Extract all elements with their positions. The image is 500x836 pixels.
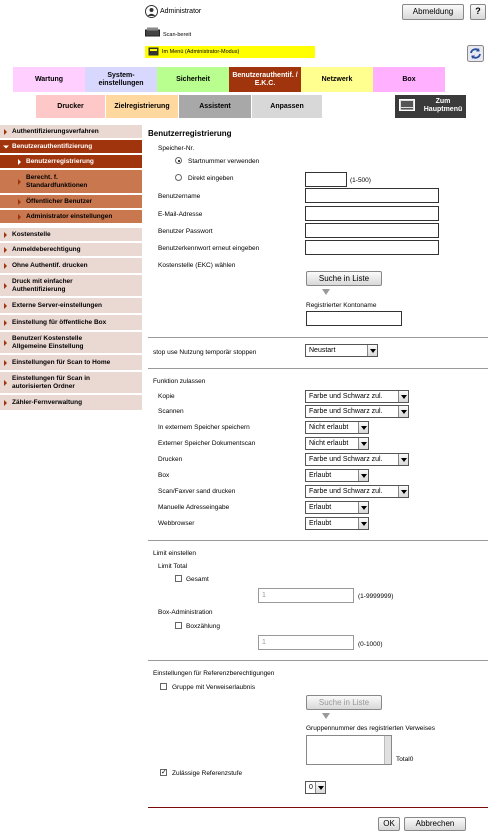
total0-label: Total0 xyxy=(396,756,414,763)
box-count-checkbox[interactable] xyxy=(175,622,182,629)
down-arrow-icon xyxy=(322,289,330,295)
sidebar-item-authentifizierungsverfahren[interactable]: Authentifizierungsverfahren xyxy=(0,125,142,139)
sidebar-item-externe-server-einstellungen[interactable]: Externe Server-einstellungen xyxy=(0,298,142,314)
refresh-icon[interactable] xyxy=(467,45,484,62)
logout-button[interactable]: Abmeldung xyxy=(402,4,464,20)
password-input[interactable] xyxy=(305,223,439,238)
help-button[interactable]: ? xyxy=(470,4,486,20)
function-label: Box xyxy=(158,472,170,479)
mode-text: Im Menü (Administrator-Modus) xyxy=(162,49,240,55)
sidebar-item-druck-einfacher-authentifizierung[interactable]: Druck mit einfacher Authentifizierung xyxy=(0,275,142,297)
tab-anpassen[interactable]: Anpassen xyxy=(252,95,322,118)
scanner-icon xyxy=(145,27,160,37)
sidebar-item-benutzerregistrierung[interactable]: Benutzerregistrierung xyxy=(0,155,142,169)
sidebar-item-anmeldeberechtigung[interactable]: Anmeldeberechtigung xyxy=(0,243,142,257)
divider xyxy=(148,368,488,369)
total-limit-input[interactable]: 1 xyxy=(258,588,354,603)
sidebar-item-allgemeine-einstellung[interactable]: Benutzer/ Kostenstelle Allgemeine Einstellung xyxy=(0,332,142,354)
total-checkbox-label: Gesamt xyxy=(186,576,209,583)
limit-total-label: Limit Total xyxy=(158,563,188,570)
tab-netzwerk[interactable]: Netzwerk xyxy=(301,67,373,92)
username-label: Benutzername xyxy=(158,193,201,200)
radio-start-number[interactable] xyxy=(175,157,182,164)
tab-wartung[interactable]: Wartung xyxy=(13,67,85,92)
password-confirm-input[interactable] xyxy=(305,240,439,255)
function-label: Webbrowser xyxy=(158,520,195,527)
function-select[interactable]: Farbe und Schwarz zul. xyxy=(305,485,409,498)
function-label: Scan/Faxver sand drucken xyxy=(158,488,236,495)
function-label: In externem Speicher speichern xyxy=(158,424,250,431)
down-arrow-icon xyxy=(322,713,330,719)
sidebar-item-berecht-standardfunktionen[interactable]: Berecht. f. Standardfunktionen xyxy=(0,170,142,194)
direct-number-input[interactable] xyxy=(305,172,347,187)
sidebar-item-benutzerauthentifizierung[interactable]: Benutzerauthentifizierung xyxy=(0,140,142,154)
box-admin-label: Box-Administration xyxy=(158,609,213,616)
function-select[interactable]: Nicht erlaubt xyxy=(305,437,369,450)
total-range-label: (1-9999999) xyxy=(358,593,394,600)
tab-zielregistrierung[interactable]: Zielregistrierung xyxy=(106,95,178,118)
sidebar-item-oeffentlicher-benutzer[interactable]: Öffentlicher Benutzer xyxy=(0,195,142,209)
function-label: Kopie xyxy=(158,393,175,400)
sidebar-item-ohne-authentif-drucken[interactable]: Ohne Authentif. drucken xyxy=(0,258,142,274)
function-select[interactable]: Erlaubt xyxy=(305,517,369,530)
divider xyxy=(148,660,488,661)
radio-direct-input-label: Direkt eingeben xyxy=(188,175,234,182)
sidebar-item-kostenstelle[interactable]: Kostenstelle xyxy=(0,228,142,242)
box-range-label: (0-1000) xyxy=(358,641,383,648)
divider xyxy=(148,807,488,808)
scan-status: Scan-bereit xyxy=(163,32,192,38)
tab-drucker[interactable]: Drucker xyxy=(36,95,105,118)
ref-title: Einstellungen für Referenzberechtigungen xyxy=(153,670,275,677)
radio-start-number-label: Startnummer verwenden xyxy=(188,158,260,165)
tab-assistent[interactable]: Assistent xyxy=(179,95,251,118)
sidebar-item-oeffentliche-box[interactable]: Einstellung für öffentliche Box xyxy=(0,315,142,331)
stop-use-select[interactable]: Neustart xyxy=(305,344,378,357)
registered-account-input[interactable] xyxy=(306,311,402,326)
tab-systemeinstellungen[interactable]: System- einstellungen xyxy=(85,67,157,92)
sidebar-item-scan-to-home[interactable]: Einstellungen für Scan to Home xyxy=(0,355,142,371)
limit-title: Limit einstellen xyxy=(153,550,196,557)
ref-level-checkbox[interactable]: ✓ xyxy=(161,769,167,776)
function-select[interactable]: Nicht erlaubt xyxy=(305,421,369,434)
administrator-icon xyxy=(145,5,158,18)
cancel-button[interactable]: Abbrechen xyxy=(404,817,466,831)
radio-direct-input[interactable] xyxy=(175,174,182,181)
functions-title: Funktion zulassen xyxy=(153,378,206,385)
function-label: Drucken xyxy=(158,456,183,463)
sidebar-item-scan-autorisierten-ordner[interactable]: Einstellungen für Scan in autorisierten Ordner xyxy=(0,372,142,394)
tab-sicherheit[interactable]: Sicherheit xyxy=(157,67,229,92)
storage-number-label: Speicher-Nr. xyxy=(158,145,195,152)
group-number-label: Gruppennummer des registrierten Verweises xyxy=(306,725,435,732)
ok-button[interactable]: OK xyxy=(378,817,400,831)
home-icon xyxy=(399,99,415,111)
sidebar-item-administrator-einstellungen[interactable]: Administrator einstellungen xyxy=(0,210,142,224)
sidebar-item-zaehler-fernverwaltung[interactable]: Zähler-Fernverwaltung xyxy=(0,395,142,411)
search-list-button[interactable]: Suche in Liste xyxy=(306,271,382,286)
group-reference-label: Gruppe mit Verweiserlaubnis xyxy=(172,684,256,691)
search-list-button-2[interactable]: Suche in Liste xyxy=(306,695,382,710)
divider xyxy=(148,540,488,541)
group-number-textarea[interactable] xyxy=(306,735,392,765)
box-count-label: Boxzählung xyxy=(186,623,220,630)
function-label: Manuelle Adresseingabe xyxy=(158,504,230,511)
ref-level-label: Zulässige Referenzstufe xyxy=(172,770,243,777)
function-select[interactable]: Erlaubt xyxy=(305,501,369,514)
box-count-input[interactable]: 1 xyxy=(258,635,354,650)
function-label: Scannen xyxy=(158,408,184,415)
group-reference-checkbox[interactable] xyxy=(160,683,167,690)
password-confirm-label: Benutzerkennwort erneut eingeben xyxy=(158,245,260,252)
total-checkbox[interactable] xyxy=(175,575,182,582)
function-select[interactable]: Farbe und Schwarz zul. xyxy=(305,390,409,403)
account-label: Kostenstelle (EKC) wählen xyxy=(158,262,236,269)
admin-mode-icon xyxy=(148,47,159,56)
email-label: E-Mail-Adresse xyxy=(158,211,203,218)
registered-account-label: Registrierter Kontoname xyxy=(306,302,377,309)
user-name: Administrator xyxy=(160,8,202,15)
function-select[interactable]: Farbe und Schwarz zul. xyxy=(305,405,409,418)
direct-range-label: (1-500) xyxy=(350,177,371,184)
password-label: Benutzer Passwort xyxy=(158,228,213,235)
stop-use-label: stop use Nutzung temporär stoppen xyxy=(153,349,257,356)
tab-box[interactable]: Box xyxy=(373,67,445,92)
email-input[interactable] xyxy=(305,206,439,221)
page-title: Benutzerregistrierung xyxy=(148,129,232,138)
ref-level-select[interactable]: 0 xyxy=(305,781,326,794)
function-select[interactable]: Erlaubt xyxy=(305,469,369,482)
username-input[interactable] xyxy=(305,188,439,203)
function-label: Externer Speicher Dokumentscan xyxy=(158,440,256,447)
function-select[interactable]: Farbe und Schwarz zul. xyxy=(305,453,409,466)
tab-benutzerauthentifizierung[interactable]: Benutzerauthentif. / E.K.C. xyxy=(229,67,301,92)
home-button[interactable]: Zum Hauptmenü xyxy=(395,95,466,118)
divider xyxy=(148,337,488,338)
